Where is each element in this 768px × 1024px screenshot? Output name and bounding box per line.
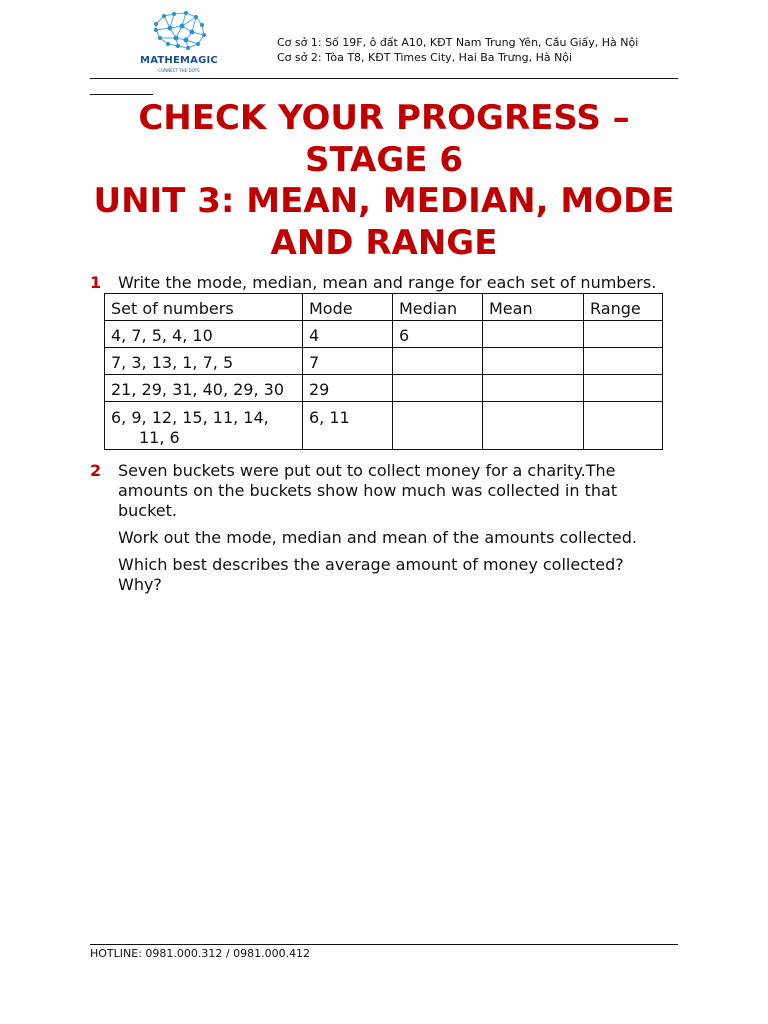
header-set: Set of numbers [105,294,303,321]
title-line-4: AND RANGE [270,223,498,263]
question-2-line-3: bucket. [118,501,177,520]
header-rule [90,78,678,79]
question-2-why: Why? [118,575,162,594]
title-line-2: STAGE 6 [305,140,463,180]
cell-set: 21, 29, 31, 40, 29, 30 [105,375,303,402]
table-row [105,402,663,450]
question-2-line-1 [118,461,678,481]
unit-title [80,180,688,264]
logo-wordmark: MATHEMAGIC [140,55,218,66]
logo-tagline: CONNECT THE DOTS [158,68,200,73]
question-2-text [118,461,678,595]
question-2-intro: Seven buckets were put out to collect money for a charity. [118,461,586,480]
question-2-number: 2 [90,461,102,480]
question-2-task: Work out the mode, median and mean of the amounts collected. [118,528,637,547]
cell-median [393,402,483,450]
footer-rule [90,944,678,945]
question-2-line-2: amounts on the buckets show how much was collected in that [118,481,618,500]
cell-range [584,375,663,402]
question-1-text: Write the mode, median, mean and range for each set of numbers. [118,273,657,292]
title-line-1: CHECK YOUR PROGRESS – [138,98,630,138]
cell-set: 7, 3, 13, 1, 7, 5 [105,348,303,375]
cell-mean [483,375,584,402]
table-row [105,375,663,402]
address-line-1: Cơ sở 1: Số 19F, ô đất A10, KĐT Nam Trung Yên, Cầu Giấy, Hà Nội [277,36,639,49]
header-mean: Mean [483,294,584,321]
question-2-prompt: Which best describes the average amount of money collected? [118,555,624,574]
cell-mode: 29 [303,375,393,402]
title-line-3: UNIT 3: MEAN, MEDIAN, MODE [93,181,675,221]
cell-mean [483,348,584,375]
cell-median [393,375,483,402]
address-block [277,35,638,65]
header-median: Median [393,294,483,321]
header-range: Range [584,294,663,321]
table-row [105,348,663,375]
question-1-number: 1 [90,273,102,292]
cell-set: 4, 7, 5, 4, 10 [105,321,303,348]
cell-range [584,402,663,450]
cell-set-line-1: 6, 9, 12, 15, 11, 14, [111,408,269,427]
cell-mode: 6, 11 [303,402,393,450]
hotline-text: HOTLINE: 0981.000.312 / 0981.000.412 [90,947,311,960]
question-2-intro-end: The [585,461,616,480]
worksheet-title [80,97,688,181]
cell-mode: 7 [303,348,393,375]
cell-mean [483,402,584,450]
table-header-row [105,294,663,321]
cell-mean [483,321,584,348]
cell-set [105,402,303,450]
numbers-table [104,293,663,450]
network-brain-icon [134,8,224,54]
cell-median [393,348,483,375]
table-row [105,321,663,348]
header-rule-short [90,94,153,95]
cell-set-line-2: 11, 6 [139,428,180,447]
cell-range [584,321,663,348]
address-line-2: Cơ sở 2: Tòa T8, KĐT Times City, Hai Ba Trưng, Hà Nội [277,51,573,64]
cell-range [584,348,663,375]
cell-mode: 4 [303,321,393,348]
header-mode: Mode [303,294,393,321]
cell-median: 6 [393,321,483,348]
mathemagic-logo [134,8,224,74]
